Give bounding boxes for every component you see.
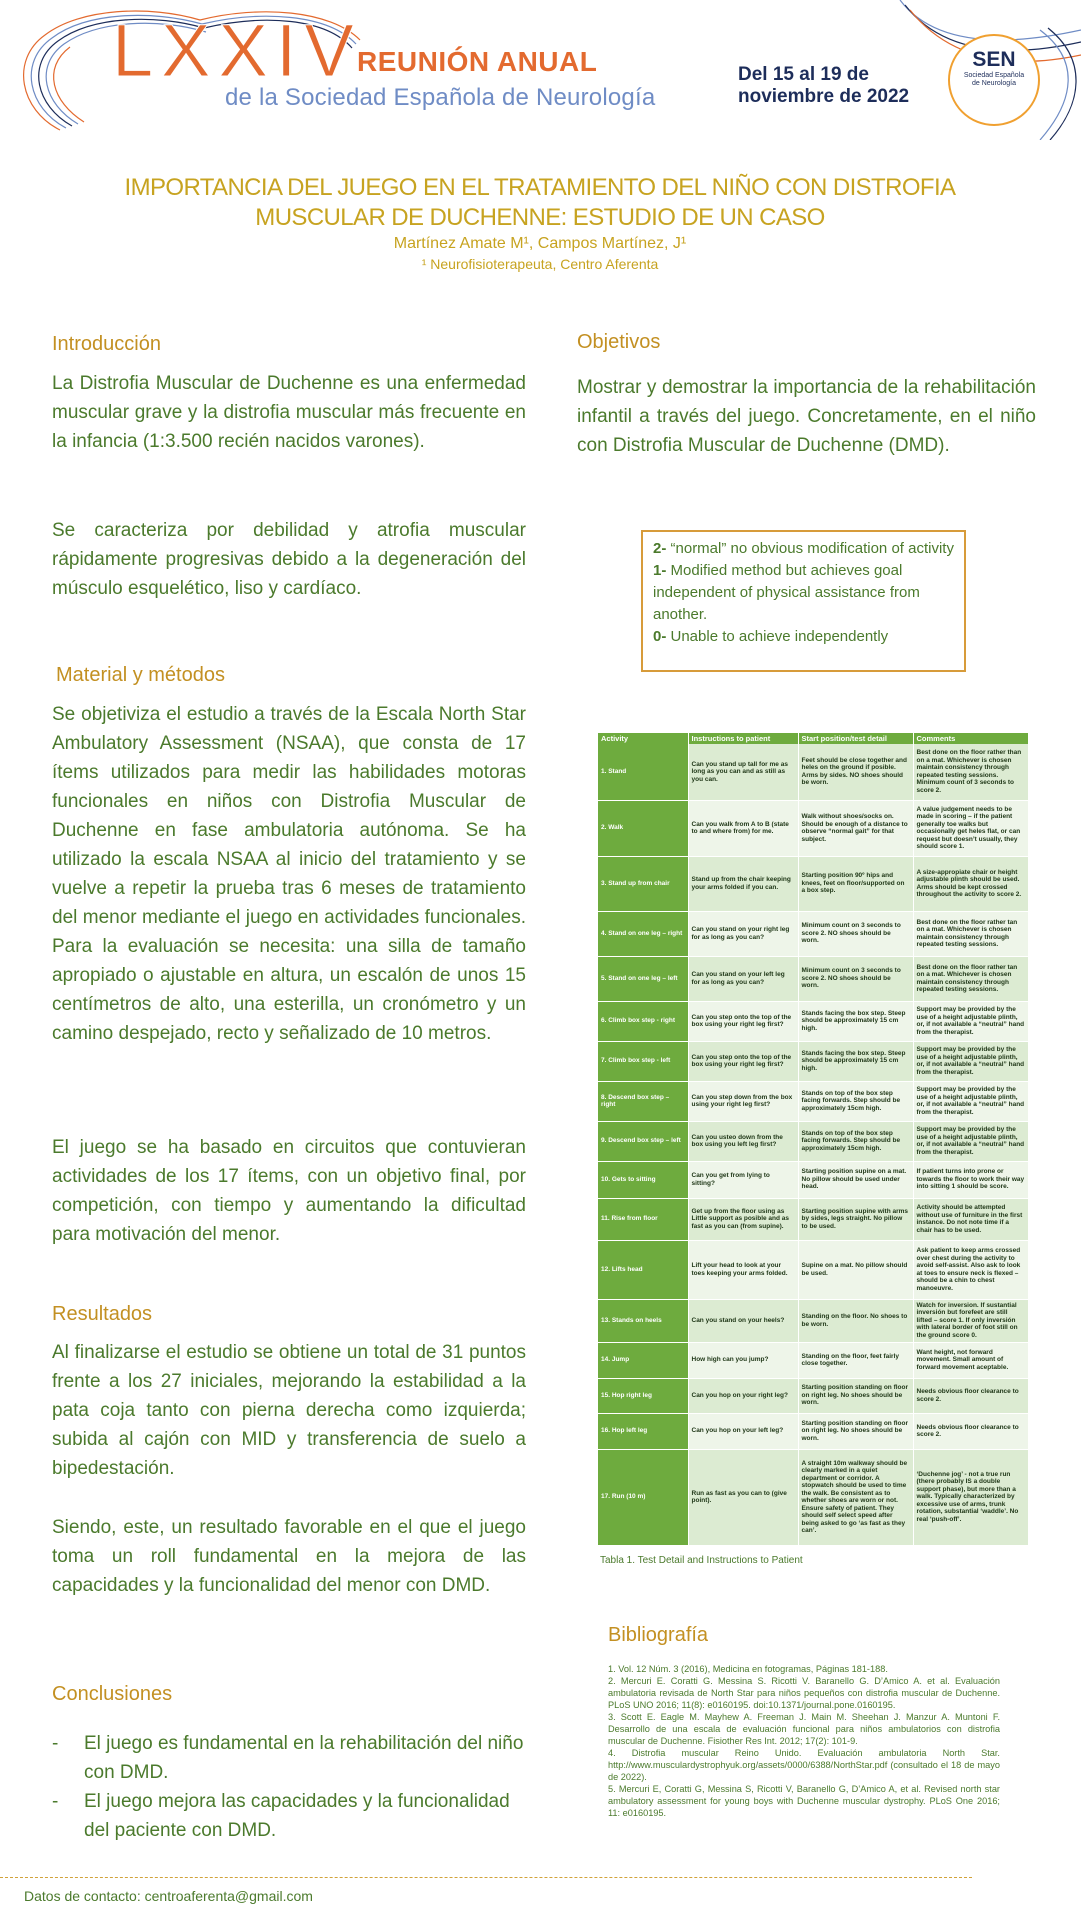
- table-cell-instructions: Stand up from the chair keeping your arms folded if you can.: [688, 856, 798, 911]
- table-cell-start: Walk without shoes/socks on. Should be enough of a distance to observe “normal gait” for that subject.: [798, 800, 913, 856]
- score-0-line: 0- Unable to achieve independently: [653, 628, 889, 645]
- list-item: 1. Vol. 12 Núm. 3 (2016), Medicina en fotogramas, Páginas 181-188.: [608, 1664, 888, 1674]
- table-cell-comments: Activity should be attempted without use of furniture in the first instance. Do not note time if a chair has to be used.: [913, 1198, 1028, 1240]
- table-cell-instructions: Lift your head to look at your toes keeping your arms folded.: [688, 1240, 798, 1299]
- table-cell-start: A straight 10m walkway should be clearly marked in a quiet department or corridor. A stopwatch should be used to time the walk. Be consistent as to whether shoes are worn or not. Ensure safety of patient. They should self select speed after being asked to go ‘as fast as they can’.: [798, 1449, 913, 1545]
- conclusiones-list: [52, 1729, 526, 1845]
- table-row: [598, 744, 1028, 800]
- table-cell-comments: Needs obvious floor clearance to score 2.: [913, 1378, 1028, 1413]
- table-row: [598, 1240, 1028, 1299]
- table-cell-comments: If patient turns into prone or towards the floor to work their way into sitting 1 should be score.: [913, 1161, 1028, 1198]
- table-cell-comments: Needs obvious floor clearance to score 2.: [913, 1413, 1028, 1449]
- table-cell-instructions: Can you walk from A to B (state to and where from) for me.: [688, 800, 798, 856]
- table-cell-comments: Best done on the floor rather than on a mat. Whichever is chosen maintain consistency through repeated testing sessions. Minimum count of 3 seconds to score 2.: [913, 744, 1028, 800]
- table-cell-comments: ‘Duchenne jog’ - not a true run (there probably IS a double support phase), but more than a walk. Typically characterized by excessive use of arms, trunk rotation, substantial ‘waddle’. No real ‘push-off’.: [913, 1449, 1028, 1545]
- poster-title: IMPORTANCIA DEL JUEGO EN EL TRATAMIENTO DEL NIÑO CON DISTROFIA MUSCULAR DE DUCHENNE: ESTUDIO DE UN CASO: [124, 174, 956, 231]
- poster-affiliation: ¹ Neurofisioterapeuta, Centro Aferenta: [421, 256, 659, 272]
- material-heading: Material y métodos: [56, 664, 225, 686]
- table-cell-comments: Best done on the floor rather tan on a mat. Whichever is chosen maintain consistency through repeated testing sessions.: [913, 911, 1028, 956]
- list-item: - El juego mejora las capacidades y la funcionalidad del paciente con DMD.: [52, 1787, 526, 1845]
- table-cell-activity: 4. Stand on one leg – right: [598, 911, 688, 956]
- table-cell-start: Standing on the floor. No shoes to be worn.: [798, 1299, 913, 1342]
- table-header-row: [598, 733, 1028, 744]
- introduccion-paragraph-2: Se caracteriza por debilidad y atrofia muscular rápidamente progresivas debido a la degeneración del músculo esquelético, liso y cardíaco.: [52, 520, 526, 599]
- nsaa-scoring-key: [641, 530, 966, 672]
- nsaa-table-body: [598, 744, 1028, 1545]
- list-item: 2. Mercuri E. Coratti G. Messina S. Ricotti V. Baranello G. D’Amico A. et al. Evaluación ambulatoria revisada de North Star para niños pequeños con distrofia muscular de Duchenne. PLoS UNO 2016; 11(8): e0160195. doi:10.1371/journal.pone.0160195.: [608, 1676, 1000, 1710]
- congress-society-name: de la Sociedad Española de Neurología: [225, 84, 656, 111]
- table-cell-start: Starting position supine on a mat. No pillow should be used under head.: [798, 1161, 913, 1198]
- table-row: [598, 1413, 1028, 1449]
- table-cell-start: Stands facing the box step. Steep should be approximately 15 cm high.: [798, 1041, 913, 1081]
- table-cell-start: Stands facing the box step. Steep should be approximately 15 cm high.: [798, 1001, 913, 1041]
- table-cell-instructions: Can you hop on your left leg?: [688, 1413, 798, 1449]
- poster-authors: Martínez Amate M¹, Campos Martínez, J¹: [393, 235, 687, 252]
- congress-header: [0, 0, 1081, 140]
- sen-logo-text: SEN: [972, 48, 1016, 71]
- table-cell-comments: Support may be provided by the use of a height adjustable plinth, or, if not available a “neutral” hand from the therapist.: [913, 1041, 1028, 1081]
- sen-logo-subtitle: Sociedad Española de Neurología: [963, 72, 1025, 87]
- table-cell-start: Minimum count on 3 seconds to score 2. NO shoes should be worn.: [798, 956, 913, 1001]
- table-cell-comments: Support may be provided by the use of a height adjustable plinth, or, if not available a “neutral” hand from the therapist.: [913, 1001, 1028, 1041]
- introduccion-paragraph-1: La Distrofia Muscular de Duchenne es una enfermedad muscular grave y la distrofia muscular más frecuente en la infancia (1:3.500 recién nacidos varones).: [52, 373, 526, 452]
- table-cell-activity: 14. Jump: [598, 1342, 688, 1378]
- table-cell-instructions: Get up from the floor using as Little support as posible and as fast as you can (from supine).: [688, 1198, 798, 1240]
- table-cell-comments: A value judgement needs to be made in scoring – if the patient generally toe walks but occasionally get heles flat, or can request but doesn’t usually, they should score 1.: [913, 800, 1028, 856]
- table-row: [598, 911, 1028, 956]
- resultados-heading: Resultados: [52, 1303, 153, 1325]
- footer-divider: [0, 1877, 972, 1878]
- bibliografia-heading: Bibliografía: [608, 1624, 709, 1646]
- table-row: [598, 1342, 1028, 1378]
- table-row: [598, 856, 1028, 911]
- table-cell-comments: Support may be provided by the use of a height adjustable plinth, or, if not available a “neutral” hand from the therapist.: [913, 1121, 1028, 1161]
- congress-edition-roman: LXXIV: [112, 9, 362, 92]
- table-header-start: Start position/test detail: [798, 733, 913, 744]
- table-cell-instructions: Can you stand on your right leg for as long as you can?: [688, 911, 798, 956]
- table-cell-instructions: Can you step down from the box using your right leg first?: [688, 1081, 798, 1121]
- table-row: [598, 1161, 1028, 1198]
- table-cell-activity: 13. Stands on heels: [598, 1299, 688, 1342]
- objetivos-heading: Objetivos: [577, 331, 661, 353]
- conclusiones-heading: Conclusiones: [52, 1683, 173, 1705]
- table-cell-start: Minimum count on 3 seconds to score 2. NO shoes should be worn.: [798, 911, 913, 956]
- resultados-paragraph-1: Al finalizarse el estudio se obtiene un total de 31 puntos frente a los 27 iniciales, mejorando la estabilidad a la pata coja tanto con pierna derecha como izquierda; subida al cajón con MID y transferencia de suelo a bipedestación.: [52, 1342, 526, 1479]
- table-row: [598, 1378, 1028, 1413]
- table-cell-comments: A size-appropiate chair or height adjustable plinth should be used. Arms should be kept crossed throughout the activity to score 2.: [913, 856, 1028, 911]
- table-cell-start: Stands on top of the box step facing forwards. Step should be approximately 15cm high.: [798, 1121, 913, 1161]
- table-header-instructions: Instructions to patient: [688, 733, 798, 744]
- table-cell-instructions: Can you step onto the top of the box using your right leg first?: [688, 1001, 798, 1041]
- table-cell-comments: Want height, not forward movement. Small amount of forward movement aceptable.: [913, 1342, 1028, 1378]
- introduccion-heading: Introducción: [52, 333, 161, 355]
- table-cell-activity: 15. Hop right leg: [598, 1378, 688, 1413]
- nsaa-table: [598, 733, 1029, 1546]
- table-cell-start: Starting position standing on floor on right leg. No shoes should be worn.: [798, 1378, 913, 1413]
- list-item: 4. Distrofia muscular Reino Unido. Evaluación ambulatoria North Star. http://www.musculardystrophyuk.org/assets/0000/6388/NorthStar.pdf (consultado el 18 de mayo de 2022).: [608, 1748, 1000, 1782]
- table-cell-activity: 10. Gets to sitting: [598, 1161, 688, 1198]
- list-item: - El juego es fundamental en la rehabilitación del niño con DMD.: [52, 1729, 526, 1787]
- table-row: [598, 1001, 1028, 1041]
- table-row: [598, 1121, 1028, 1161]
- table-cell-activity: 7. Climb box step - left: [598, 1041, 688, 1081]
- table-cell-activity: 3. Stand up from chair: [598, 856, 688, 911]
- table-row: [598, 1299, 1028, 1342]
- sen-logo: [948, 34, 1040, 126]
- material-paragraph-1: Se objetiviza el estudio a través de la Escala North Star Ambulatory Assessment (NSAA), que consta de 17 ítems utilizados para medir las habilidades motoras funcionales en niños con Distrofia Muscular de Duchenne en fase ambulatoria autónoma. Se ha utilizado la escala NSAA al inicio del tratamiento y se vuelve a repetir la prueba tras 6 meses de tratamiento del menor mediante el juego en actividades funcionales. Para la evaluación se necesita: una silla de tamaño apropiado o ajustable en altura, un escalón de unos 15 centímetros de alto, una esterilla, un cronómetro y un camino despejado, recto y señalizado de 10 metros.: [52, 704, 526, 1044]
- table-caption: Tabla 1. Test Detail and Instructions to Patient: [600, 1555, 803, 1566]
- table-cell-comments: Best done on the floor rather tan on a mat. Whichever is chosen maintain consistency through repeated testing sessions.: [913, 956, 1028, 1001]
- table-row: [598, 800, 1028, 856]
- table-cell-activity: 16. Hop left leg: [598, 1413, 688, 1449]
- table-cell-instructions: Can you hop on your right leg?: [688, 1378, 798, 1413]
- table-cell-start: Standing on the floor, feet fairly close together.: [798, 1342, 913, 1378]
- table-cell-comments: Ask patient to keep arms crossed over chest during the activity to avoid self-assist. Also ask to look at toes to ensure neck is flexed – should be a chin to chest manoeuvre.: [913, 1240, 1028, 1299]
- table-cell-start: Starting position supine with arms by sides, legs straight. No pillow to be used.: [798, 1198, 913, 1240]
- table-cell-start: Starting position 90º hips and knees, feet on floor/supported on a box step.: [798, 856, 913, 911]
- congress-reunion-label: REUNIÓN ANUAL: [357, 46, 598, 77]
- table-cell-activity: 8. Descend box step – right: [598, 1081, 688, 1121]
- table-cell-comments: Support may be provided by the use of a height adjustable plinth, or, if not available a “neutral” hand from the therapist.: [913, 1081, 1028, 1121]
- objetivos-paragraph: Mostrar y demostrar la importancia de la rehabilitación infantil a través del juego. Concretamente, en el niño con Distrofia Muscular de Duchenne (DMD).: [577, 377, 1036, 456]
- table-cell-start: Starting position standing on floor on right leg. No shoes should be worn.: [798, 1413, 913, 1449]
- table-cell-instructions: Can you get from lying to sitting?: [688, 1161, 798, 1198]
- table-cell-activity: 1. Stand: [598, 744, 688, 800]
- list-item: 3. Scott E. Eagle M. Mayhew A. Freeman J. Main M. Sheehan J. Manzur A. Muntoni F. Desarrollo de una escala de evaluación funcional para niños ambulatorios con distrofia muscular de Duchenne. Fisiother Res Int. 2012; 17(2): 101-9.: [608, 1712, 1000, 1746]
- table-cell-activity: 9. Descend box step – left: [598, 1121, 688, 1161]
- score-2-line: 2- “normal” no obvious modification of activity: [653, 540, 954, 557]
- table-header-activity: Activity: [598, 733, 688, 744]
- bibliografia-list: [608, 1663, 1000, 1819]
- table-cell-instructions: Can you stand on your heels?: [688, 1299, 798, 1342]
- table-cell-instructions: Can you usteo down from the box using you left leg first?: [688, 1121, 798, 1161]
- table-cell-activity: 11. Rise from floor: [598, 1198, 688, 1240]
- table-cell-activity: 5. Stand on one leg – left: [598, 956, 688, 1001]
- table-cell-instructions: Run as fast as you can to (give point).: [688, 1449, 798, 1545]
- table-cell-activity: 17. Run (10 m): [598, 1449, 688, 1545]
- table-cell-instructions: How high can you jump?: [688, 1342, 798, 1378]
- score-1-line: 1- Modified method but achieves goal independent of physical assistance from another.: [653, 562, 920, 623]
- table-row: [598, 956, 1028, 1001]
- table-cell-instructions: Can you stand on your left leg for as long as you can?: [688, 956, 798, 1001]
- table-header-comments: Comments: [913, 733, 1028, 744]
- table-row: [598, 1081, 1028, 1121]
- table-cell-comments: Watch for inversion. If sustantial inversión but forefeet are still lifted – score 1. If only inversión with lateral border of foot still on the ground score 0.: [913, 1299, 1028, 1342]
- table-row: [598, 1449, 1028, 1545]
- resultados-paragraph-2: Siendo, este, un resultado favorable en el que el juego toma un roll fundamental en la mejora de las capacidades y la funcionalidad del menor con DMD.: [52, 1517, 526, 1596]
- table-cell-instructions: Can you step onto the top of the box using your right leg first?: [688, 1041, 798, 1081]
- table-cell-activity: 12. Lifts head: [598, 1240, 688, 1299]
- table-cell-instructions: Can you stand up tall for me as long as you can and as still as you can.: [688, 744, 798, 800]
- contact-info: Datos de contacto: centroaferenta@gmail.com: [24, 1888, 313, 1904]
- table-cell-start: Supine on a mat. No pillow should be used.: [798, 1240, 913, 1299]
- table-row: [598, 1041, 1028, 1081]
- table-cell-activity: 6. Climb box step - right: [598, 1001, 688, 1041]
- list-item: 5. Mercuri E, Coratti G, Messina S, Ricotti V, Baranello G, D’Amico A, et al. Revised north star ambulatory assessment for young boys with Duchenne muscular dystrophy. PLoS One 2016; 11: e0160195.: [608, 1784, 1000, 1818]
- material-paragraph-2: El juego se ha basado en circuitos que contuvieran actividades de los 17 ítems, con un objetivo final, por competición, con tiempo y aumentando la dificultad para motivación del menor.: [52, 1137, 526, 1245]
- congress-dates: Del 15 al 19 de noviembre de 2022: [738, 64, 910, 107]
- table-cell-start: Stands on top of the box step facing forwards. Step should be approximately 15cm high.: [798, 1081, 913, 1121]
- table-cell-start: Feet should be close together and heles on the ground if posible. Arms by sides. NO shoes should be worn.: [798, 744, 913, 800]
- table-cell-activity: 2. Walk: [598, 800, 688, 856]
- table-row: [598, 1198, 1028, 1240]
